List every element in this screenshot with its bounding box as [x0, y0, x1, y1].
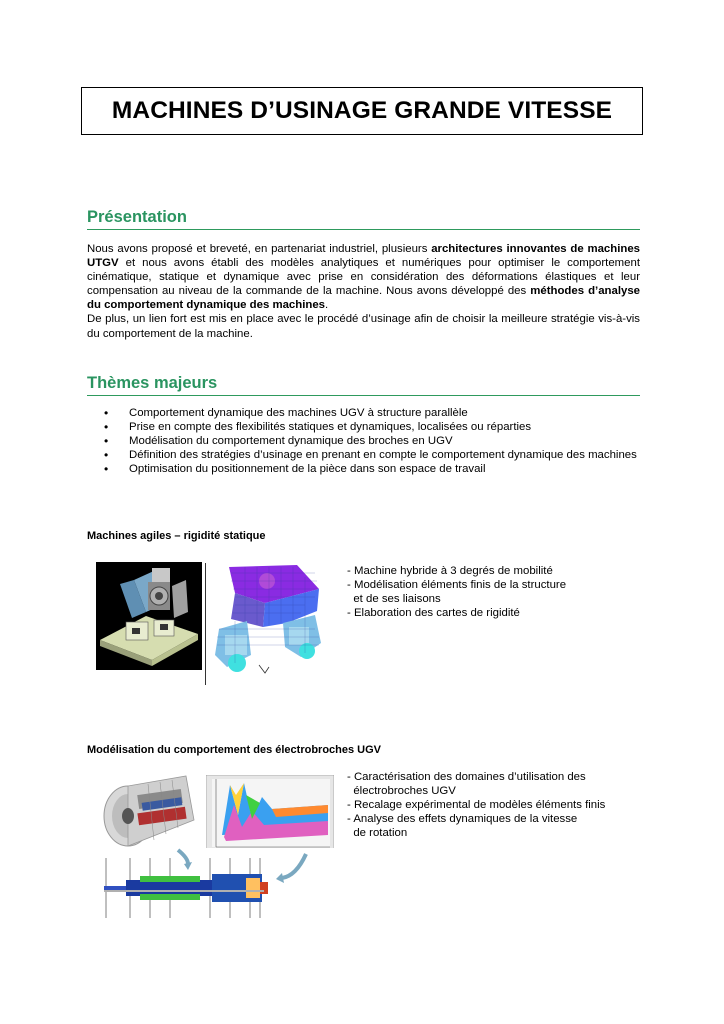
list-item: électrobroches UGV — [347, 785, 456, 798]
presentation-heading-bar — [87, 207, 640, 230]
spindle-fe-model-image — [100, 848, 340, 918]
themes-heading-bar — [87, 373, 640, 396]
hybrid-machine-image — [96, 562, 202, 670]
list-item: de rotation — [347, 827, 408, 840]
list-item: • Optimisation du positionnement de la pièce dans son espace de travail — [87, 462, 640, 476]
list-item: • Définition des stratégies d’usinage en prenant en compte le comportement dynamique des machines — [87, 448, 640, 462]
fe-model-image — [205, 563, 335, 685]
presentation-heading: Présentation — [87, 208, 187, 226]
spindle-cutaway-image — [98, 770, 202, 850]
agiles-bullets — [347, 564, 566, 620]
electro-bullets — [347, 770, 605, 840]
text-run: et nous avons établi des modèles analytiques et numériques pour optimiser le comportement cinématique, statique et dynamique avec prise en considération des déformations élastiques et leur compensation au niveau de la commande de la machine. Nous avons développé des — [87, 257, 640, 298]
electro-heading: Modélisation du comportement des électrobroches UGV — [87, 744, 381, 756]
bold-run: méthodes d’analyse du comportement dynamique des machines — [87, 285, 640, 312]
list-item: - Modélisation éléments finis de la structure — [347, 579, 567, 592]
themes-heading: Thèmes majeurs — [87, 374, 218, 392]
list-item: - Caractérisation des domaines d’utilisation des — [347, 771, 586, 783]
list-item: • Prise en compte des flexibilités statiques et dynamiques, localisées ou réparties — [87, 420, 640, 434]
frequency-map-image — [206, 775, 334, 855]
text-run: Nous avons proposé et breveté, en partenariat industriel, plusieurs — [87, 243, 432, 255]
list-item: et de ses liaisons — [347, 593, 441, 606]
list-item: - Machine hybride à 3 degrés de mobilité — [347, 565, 553, 577]
bold-run: architectures innovantes de machines UTGV — [87, 243, 641, 270]
presentation-paragraph — [87, 242, 640, 341]
list-item: - Elaboration des cartes de rigidité — [347, 607, 520, 620]
list-item: • Modélisation du comportement dynamique des broches en UGV — [87, 434, 640, 448]
list-item: - Recalage expérimental de modèles éléments finis — [347, 799, 606, 812]
page-title: MACHINES D’USINAGE GRANDE VITESSE — [111, 97, 613, 124]
title-box — [81, 87, 643, 135]
agiles-heading: Machines agiles – rigidité statique — [87, 530, 266, 542]
list-item: - Analyse des effets dynamiques de la vitesse — [347, 813, 578, 826]
themes-list — [87, 406, 640, 476]
text-run: De plus, un lien fort est mis en place avec le procédé d’usinage afin de choisir la meilleure stratégie vis-à-vis du comportement de la machine. — [87, 313, 640, 340]
text-run: . — [325, 299, 329, 312]
list-item: • Comportement dynamique des machines UGV à structure parallèle — [87, 406, 640, 420]
